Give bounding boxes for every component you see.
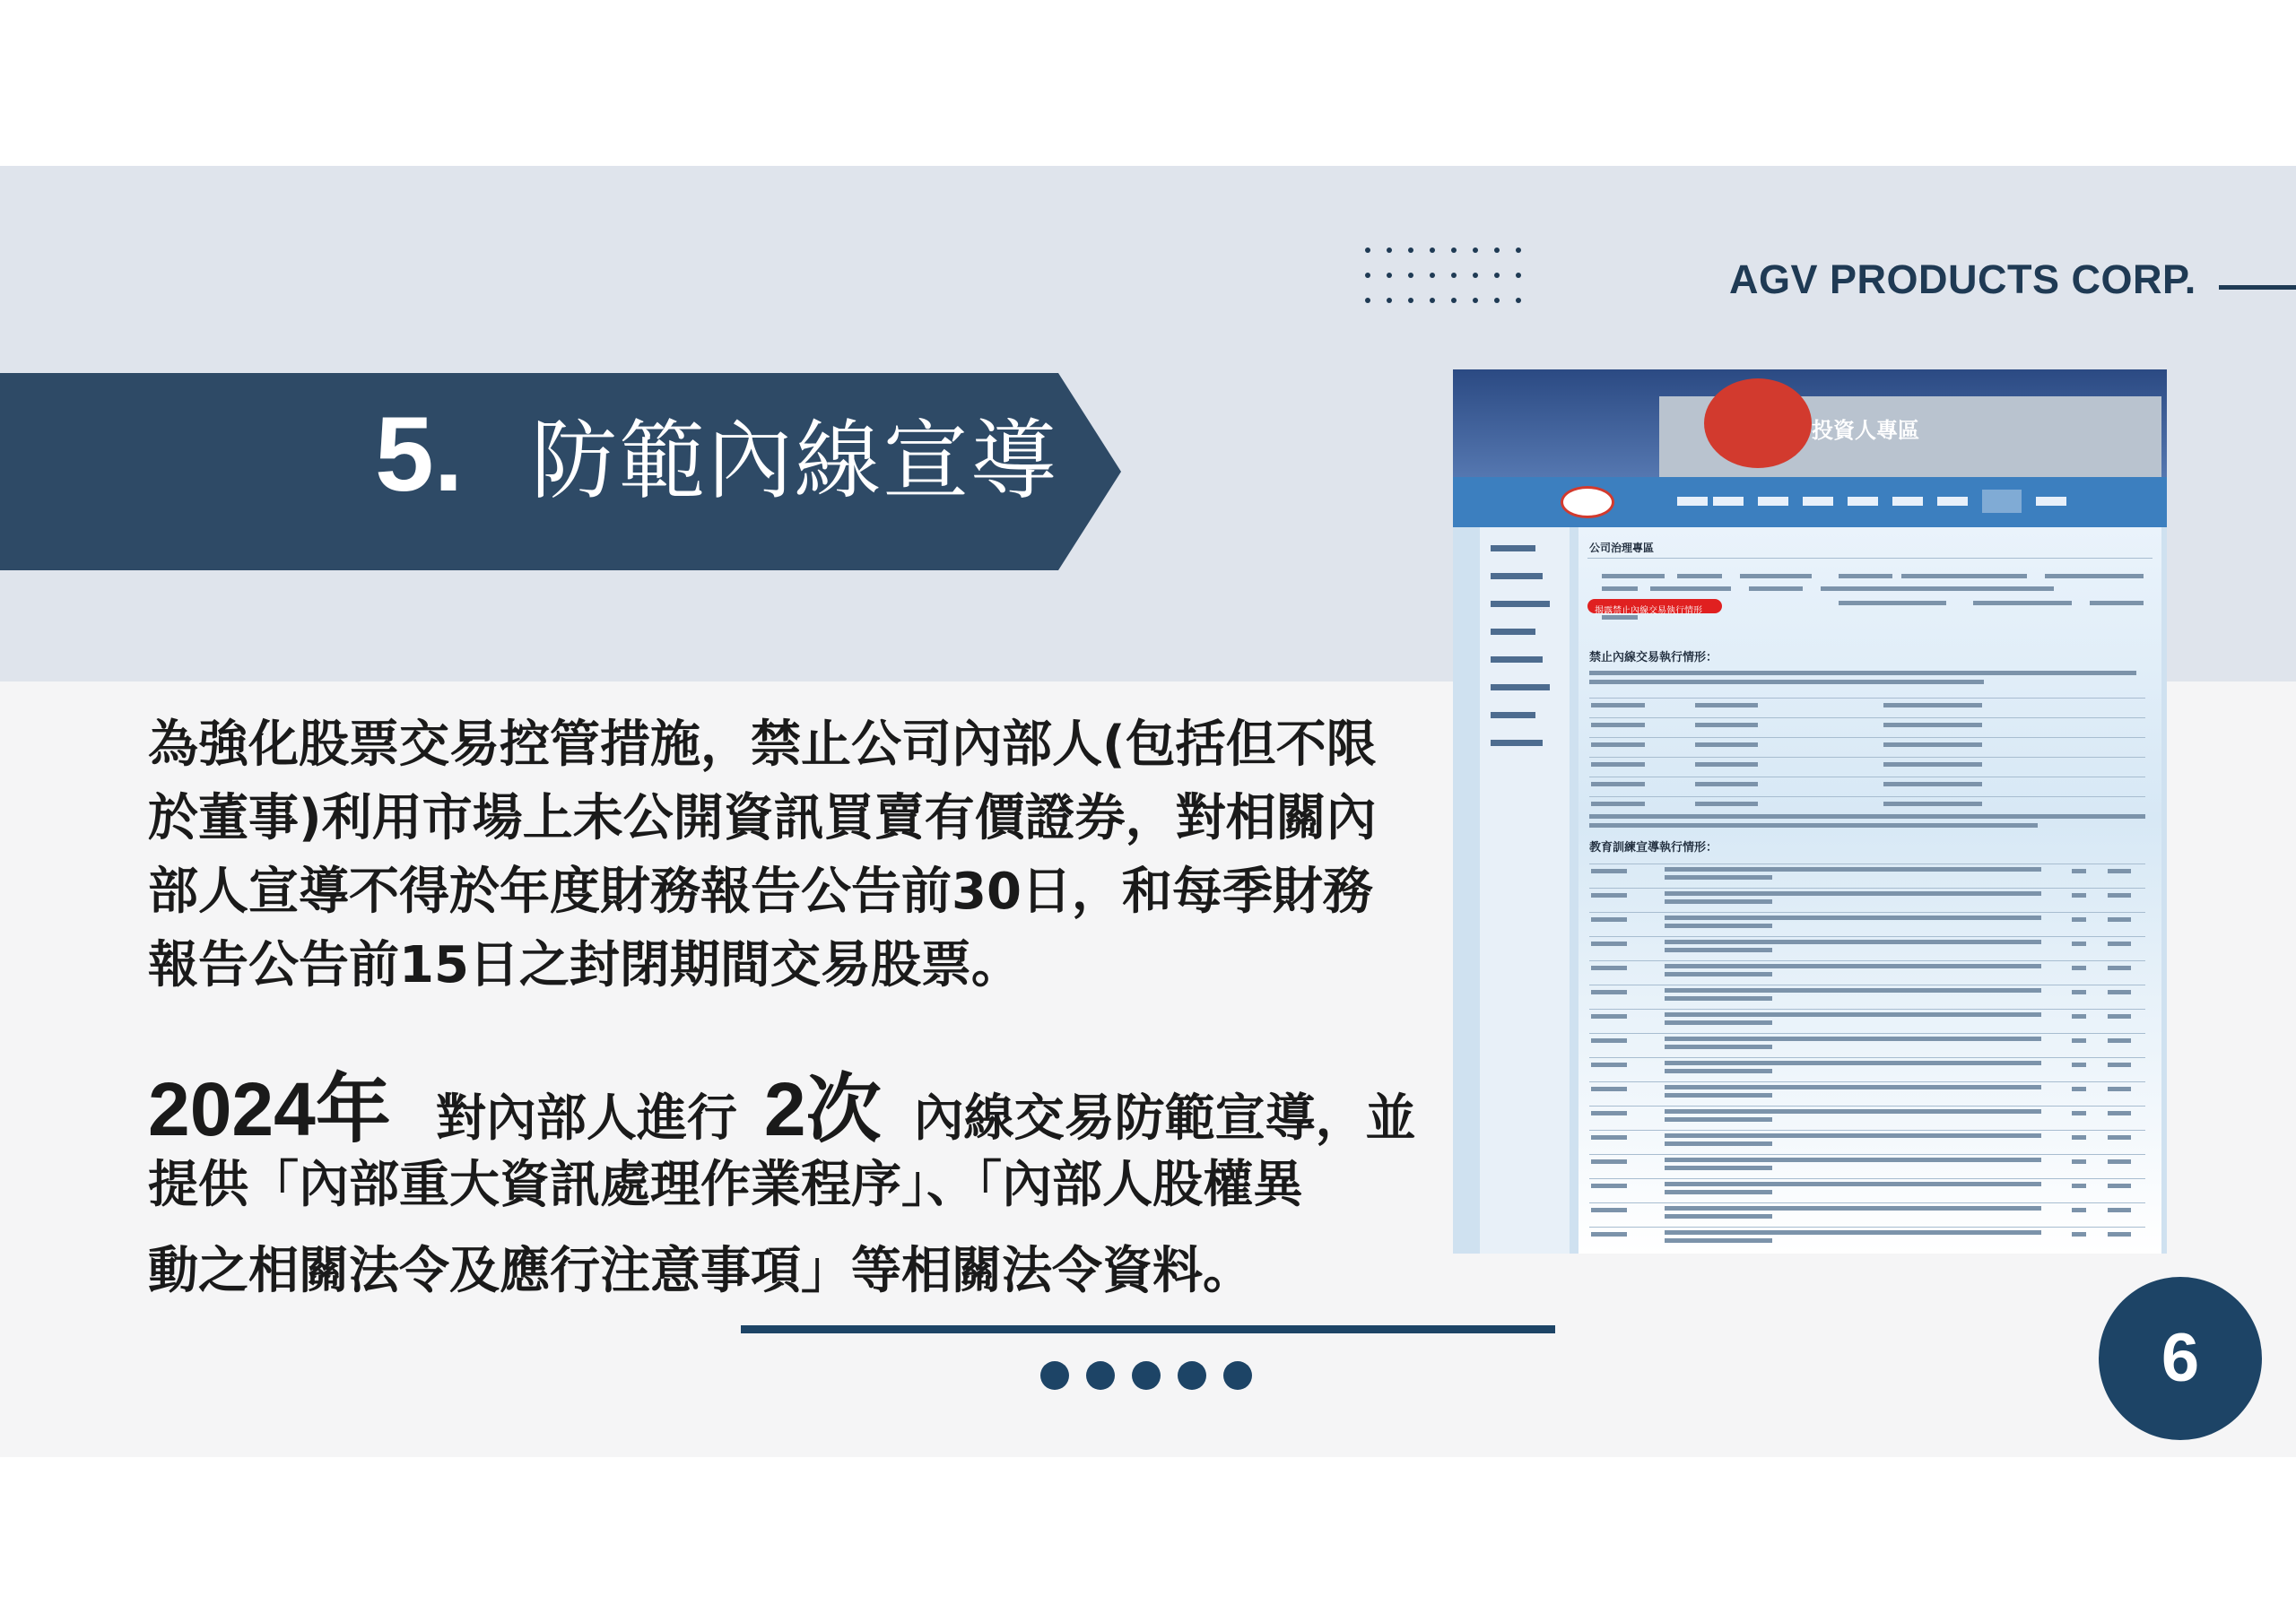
screenshot-cell [1665, 1037, 2041, 1041]
screenshot-cell [1665, 988, 2041, 993]
screenshot-link [1740, 574, 1812, 578]
screenshot-cell [2108, 1014, 2131, 1019]
screenshot-cell [2108, 1087, 2131, 1091]
screenshot-cell [2072, 942, 2086, 946]
screenshot-highlight-tab: 揭露禁止內線交易執行情形 [1595, 606, 1702, 616]
screenshot-cell [1883, 802, 1982, 806]
decor-dot [1494, 247, 1500, 253]
screenshot-text [1589, 680, 1984, 684]
screenshot-cell [1883, 742, 1982, 747]
screenshot-heading: 禁止內線交易執行情形： [1589, 651, 1718, 664]
screenshot-cell [1665, 1238, 1772, 1243]
screenshot-nav-item [1982, 490, 2022, 513]
decor-dot [1473, 273, 1478, 278]
screenshot-cell [2108, 1038, 2131, 1043]
screenshot-table-rule [1589, 1154, 2145, 1155]
screenshot-cell [1665, 940, 2041, 944]
screenshot-link [1901, 574, 2027, 578]
decor-dot [1387, 298, 1392, 303]
screenshot-cell [1591, 966, 1627, 970]
screenshot-link [1602, 586, 1638, 591]
screenshot-cell [2072, 1038, 2086, 1043]
screenshot-nav [1453, 477, 2167, 527]
decor-dot [1387, 247, 1392, 253]
screenshot-cell [2108, 966, 2131, 970]
screenshot-table-rule [1589, 1057, 2145, 1058]
screenshot-cell [1591, 869, 1627, 873]
screenshot-cell [2108, 1184, 2131, 1188]
screenshot-cell [1695, 703, 1758, 707]
decor-dot [1365, 247, 1370, 253]
screenshot-table-rule [1589, 1009, 2145, 1010]
screenshot-cell [1591, 1232, 1627, 1237]
screenshot-cell [1665, 1085, 2041, 1089]
count-highlight: 2次 [763, 1067, 882, 1151]
website-screenshot [1453, 369, 2167, 1254]
screenshot-main [1578, 527, 2161, 1254]
screenshot-link [1602, 574, 1665, 578]
screenshot-cell [1695, 782, 1758, 786]
decor-dot [1408, 247, 1413, 253]
pager-dot [1178, 1361, 1206, 1390]
company-name: AGV PRODUCTS CORP. [1729, 256, 2196, 302]
paragraph-text: 內線交易防範宣導，並 [913, 1089, 1416, 1148]
screenshot-section-title: 公司治理專區 [1589, 542, 1655, 554]
screenshot-cell [1591, 703, 1645, 707]
screenshot-cell [2108, 1063, 2131, 1067]
screenshot-cell [1665, 1182, 2041, 1186]
screenshot-cell [2108, 869, 2131, 873]
screenshot-table-rule [1589, 936, 2145, 937]
screenshot-cell [1695, 723, 1758, 727]
screenshot-cell [1665, 1206, 2041, 1211]
screenshot-cell [1665, 1141, 1772, 1146]
screenshot-table-rule [1589, 960, 2145, 961]
screenshot-cell [2072, 1087, 2086, 1091]
page-number: 6 [2161, 1320, 2200, 1396]
screenshot-cell [1665, 1045, 1772, 1049]
screenshot-cell [1665, 1109, 2041, 1114]
screenshot-cell [1665, 891, 2041, 896]
screenshot-cell [2072, 893, 2086, 898]
screenshot-cell [2108, 1111, 2131, 1115]
screenshot-cell [1665, 1133, 2041, 1138]
policy-paragraph [148, 708, 1422, 1002]
paragraph-line: 動之相關法令及應行注意事項」等相關法令資料。 [148, 1242, 1253, 1300]
screenshot-heading: 教育訓練宣導執行情形： [1589, 841, 1718, 855]
screenshot-cell [2072, 1232, 2086, 1237]
screenshot-cell [1695, 802, 1758, 806]
pager-dot [1223, 1361, 1252, 1390]
decor-dot [1516, 247, 1521, 253]
screenshot-cell [1883, 703, 1982, 707]
screenshot-cell [1665, 1158, 2041, 1162]
decor-dot [1387, 273, 1392, 278]
screenshot-cell [2072, 990, 2086, 994]
screenshot-table-rule [1589, 717, 2145, 718]
screenshot-cell [1665, 1190, 1772, 1194]
screenshot-sidebar-item [1491, 629, 1535, 635]
screenshot-text [1589, 671, 2136, 675]
screenshot-cell [1665, 1230, 2041, 1235]
screenshot-sidebar [1480, 527, 1570, 1254]
screenshot-sidebar-item [1491, 740, 1543, 746]
screenshot-link [2090, 601, 2144, 605]
screenshot-cell [2108, 1135, 2131, 1140]
paragraph-text: 對內部人進行 [435, 1089, 737, 1148]
screenshot-cell [1591, 1038, 1627, 1043]
screenshot-nav-item [1713, 497, 1744, 506]
screenshot-cell [1665, 1214, 1772, 1219]
screenshot-sidebar-item [1491, 545, 1535, 551]
screenshot-cell [1665, 1012, 2041, 1017]
screenshot-link [1650, 586, 1731, 591]
pager-dot [1040, 1361, 1069, 1390]
screenshot-cell [1665, 899, 1772, 904]
screenshot-cell [1665, 964, 2041, 968]
screenshot-cell [1665, 972, 1772, 976]
screenshot-cell [2108, 917, 2131, 922]
screenshot-cell [1665, 996, 1772, 1001]
screenshot-cell [1591, 990, 1627, 994]
screenshot-rule [1587, 558, 2152, 559]
screenshot-cell [1665, 1117, 1772, 1122]
screenshot-cell [1665, 1069, 1772, 1073]
screenshot-link [1821, 586, 2054, 591]
screenshot-table-rule [1589, 912, 2145, 913]
decor-dot [1516, 273, 1521, 278]
paragraph-line: 於董事)利用市場上未公開資訊買賣有價證券，對相關內 [148, 789, 1377, 847]
screenshot-cell [1591, 1135, 1627, 1140]
screenshot-table-rule [1589, 737, 2145, 738]
screenshot-cell [2108, 990, 2131, 994]
screenshot-cell [1591, 1111, 1627, 1115]
screenshot-cell [1665, 948, 1772, 952]
decor-dot [1473, 298, 1478, 303]
pager-dot [1086, 1361, 1115, 1390]
screenshot-cell [1695, 742, 1758, 747]
screenshot-cell [1665, 1093, 1772, 1098]
screenshot-table-rule [1589, 698, 2145, 699]
screenshot-cell [1665, 1166, 1772, 1170]
decor-dot [1516, 298, 1521, 303]
screenshot-cell [1665, 916, 2041, 920]
screenshot-cell [1591, 762, 1645, 767]
screenshot-cell [2072, 1063, 2086, 1067]
decor-dot [1365, 298, 1370, 303]
screenshot-sidebar-item [1491, 573, 1543, 579]
screenshot-link [1677, 574, 1722, 578]
screenshot-cell [1591, 1208, 1627, 1212]
screenshot-table-rule [1589, 1033, 2145, 1034]
decor-dot [1451, 247, 1457, 253]
screenshot-cell [1591, 917, 1627, 922]
section-title: 防範內線宣導 [531, 411, 1058, 511]
decor-dot [1451, 273, 1457, 278]
screenshot-nav-item [1758, 497, 1788, 506]
decor-dot [1408, 298, 1413, 303]
screenshot-cell [2072, 917, 2086, 922]
divider-bar [741, 1325, 1555, 1333]
paragraph-line: 為強化股票交易控管措施，禁止公司內部人(包括但不限 [148, 716, 1377, 774]
paragraph-line: 部人宣導不得於年度財務報告公告前30日，和每季財務 [148, 863, 1373, 921]
screenshot-cell [1883, 782, 1982, 786]
screenshot-cell [2108, 893, 2131, 898]
screenshot-table-rule [1589, 1106, 2145, 1107]
decorative-dot-grid [1365, 247, 1523, 310]
screenshot-cell [2072, 966, 2086, 970]
screenshot-cell [1591, 893, 1627, 898]
screenshot-nav-item [1803, 497, 1833, 506]
section-number: 5. [375, 395, 464, 514]
decor-dot [1408, 273, 1413, 278]
screenshot-link [1749, 586, 1803, 591]
screenshot-cell [2072, 1135, 2086, 1140]
screenshot-cell [1665, 924, 1772, 928]
screenshot-link [1839, 574, 1892, 578]
screenshot-link [1973, 601, 2072, 605]
screenshot-nav-item [1937, 497, 1968, 506]
screenshot-cell [2108, 1159, 2131, 1164]
decor-dot [1430, 298, 1435, 303]
screenshot-sidebar-item [1491, 601, 1550, 607]
training-paragraph [148, 1049, 1422, 1315]
screenshot-cell [2072, 1208, 2086, 1212]
screenshot-cell [1665, 875, 1772, 880]
screenshot-cell [1883, 762, 1982, 767]
page-number-badge [2099, 1277, 2262, 1440]
header-rule [2219, 285, 2296, 290]
decor-dot [1451, 298, 1457, 303]
screenshot-cell [1665, 1061, 2041, 1065]
decor-dot [1430, 247, 1435, 253]
screenshot-table-rule [1589, 1081, 2145, 1082]
screenshot-cell [1591, 942, 1627, 946]
screenshot-table-rule [1589, 1202, 2145, 1203]
screenshot-sidebar-item [1491, 656, 1543, 663]
nav-logo [1561, 486, 1614, 518]
screenshot-table-rule [1589, 888, 2145, 889]
screenshot-cell [1591, 1159, 1627, 1164]
screenshot-cell [2072, 1014, 2086, 1019]
screenshot-cell [2108, 942, 2131, 946]
screenshot-table-rule [1589, 1130, 2145, 1131]
screenshot-nav-item [1677, 497, 1708, 506]
screenshot-cell [1591, 1063, 1627, 1067]
screenshot-cell [1695, 762, 1758, 767]
screenshot-nav-item [1892, 497, 1923, 506]
pager-dot [1132, 1361, 1161, 1390]
screenshot-nav-item [2036, 497, 2066, 506]
year-highlight: 2024年 [148, 1067, 391, 1151]
screenshot-link [1839, 601, 1946, 605]
screenshot-cell [1883, 723, 1982, 727]
decor-dot [1494, 273, 1500, 278]
decor-dot [1430, 273, 1435, 278]
screenshot-cell [1591, 782, 1645, 786]
screenshot-cell [2108, 1208, 2131, 1212]
screenshot-table-rule [1589, 1178, 2145, 1179]
screenshot-table-rule [1589, 757, 2145, 758]
screenshot-cell [2072, 1159, 2086, 1164]
paragraph-line: 報告公告前15日之封閉期間交易股票。 [148, 936, 1022, 994]
screenshot-text [1589, 814, 2145, 819]
screenshot-sidebar-item [1491, 684, 1550, 690]
company-logo [1704, 378, 1812, 468]
screenshot-cell [2072, 869, 2086, 873]
decor-dot [1494, 298, 1500, 303]
screenshot-cell [2108, 1232, 2131, 1237]
screenshot-cell [1591, 1087, 1627, 1091]
screenshot-nav-item [1848, 497, 1878, 506]
paragraph-line: 提供「內部重大資訊處理作業程序」、「內部人股權異 [148, 1156, 1303, 1214]
screenshot-table-rule [1589, 1227, 2145, 1228]
screenshot-cell [1591, 723, 1645, 727]
screenshot-cell [1665, 867, 2041, 872]
decor-dot [1365, 273, 1370, 278]
screenshot-table-rule [1589, 796, 2145, 797]
screenshot-cell [2072, 1184, 2086, 1188]
screenshot-sidebar-item [1491, 712, 1535, 718]
screenshot-link [2045, 574, 2144, 578]
screenshot-header-text: 投資人專區 [1812, 418, 1919, 443]
screenshot-cell [1591, 742, 1645, 747]
screenshot-cell [1591, 1014, 1627, 1019]
screenshot-cell [1591, 802, 1645, 806]
screenshot-cell [1591, 1184, 1627, 1188]
screenshot-cell [1665, 1020, 1772, 1025]
screenshot-cell [2072, 1111, 2086, 1115]
decor-dot [1473, 247, 1478, 253]
screenshot-text [1589, 823, 2038, 828]
